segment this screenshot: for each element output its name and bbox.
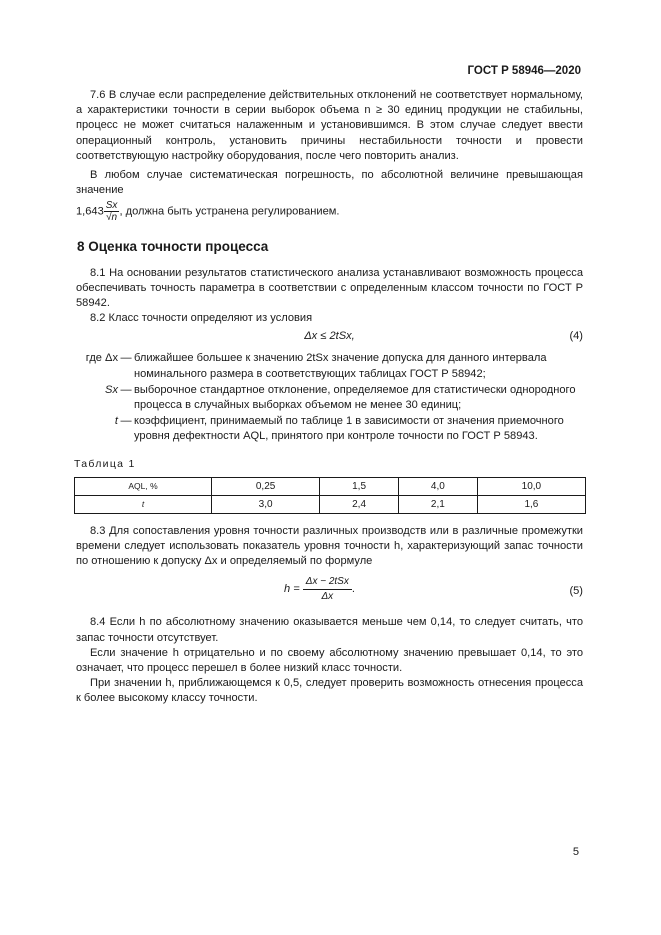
definition-text: ближайшее большее к значению 2tSx значение допуска для данного интервала номинального размера в соответствующих таблицах ГОСТ Р 58942; [134,352,547,380]
formula-4-number: (4) [569,330,583,343]
systematic-error-expression [76,200,583,223]
formula-5-number: (5) [569,585,583,598]
definition-delta-x [76,351,583,381]
table-cell: 4,0 [398,477,477,495]
table-cell: 10,0 [477,477,585,495]
table-cell: t [75,495,212,513]
table-cell: AQL, % [75,477,212,495]
definition-symbol: Sx [105,383,118,396]
definition-dash: — [120,352,132,365]
table-cell: 1,6 [477,495,585,513]
paragraph-8-2: 8.2 Класс точности определяют из условия [90,312,313,325]
document-header: ГОСТ Р 58946—2020 [467,65,581,77]
formula-4-expression: Δx ≤ 2tSx, [304,330,355,343]
table-cell: 1,5 [320,477,399,495]
table-row [75,477,586,495]
definition-dash: — [120,415,132,428]
formula-5-numerator: Δx − 2tSx [303,575,352,590]
definition-text: выборочное стандартное отклонение, определяемое для статистически однородного процесса в случайных выборках объемом не менее 30 единиц; [134,383,576,412]
coefficient: 1,643 [76,205,104,218]
definition-sx [76,383,583,413]
paragraph-8-4: 8.4 Если h по абсолютному значению оказывается меньше чем 0,14, то следует считать, что запас точности отсутствует. [76,616,583,644]
paragraph-7-6: 7.6 В случае если распределение действительных отклонений не соответствует нормальному, а характеристики точности в серии выборок объема n ≥ 30 единиц продукции не стабильны, процесс не может считаться налаженным и установившимся. В этом случае следует ввести операционный контроль, установить причины нестабильности точности и провести соответствующую настройку оборудования, после чего повторить анализ. [76,89,583,162]
formula-5-expression [284,575,355,604]
paragraph-8-1: 8.1 На основании результатов статистического анализа устанавливают возможность процесса обеспечивать точность параметра в соответствии с определенным классом точности по ГОСТ Р 58942. [76,266,583,310]
formula-5-denominator: Δx [321,591,334,603]
page-number: 5 [572,846,579,858]
definition-text: коэффициент, принимаемый по таблице 1 в зависимости от значения приемочного уровня дефектности AQL, принятого при контроле точности по ГОСТ Р 58943. [134,415,564,443]
formula-5-lhs: h = [284,583,300,596]
definition-t [76,414,583,444]
fraction-sx-sqrt-n [104,200,120,223]
definition-symbol: где Δx [85,352,118,365]
table-cell: 0,25 [212,477,320,495]
formula-5-fraction [303,575,352,604]
definition-symbol: t [114,415,118,428]
fraction-numerator: Sx [105,200,118,212]
formula-4 [76,329,583,349]
table-row [75,495,586,513]
formula-5 [76,575,583,609]
definition-dash: — [120,383,132,396]
paragraph-8-4-negative: Если значение h отрицательно и по своему абсолютному значению превышает 0,14, то это означает, что процесс перешел в более низкий класс точности. [76,646,583,675]
formula-5-dot: . [351,583,355,596]
table-cell: 2,4 [320,495,399,513]
fraction-denominator: √n [106,212,118,224]
table-cell: 3,0 [212,495,320,513]
definitions-list [76,351,583,444]
table-caption: Таблица 1 [74,457,136,470]
paragraph-8-3: 8.3 Для сопоставления уровня точности различных производств или в различные промежутки времени следует использовать показатель уровня точности h, характеризующий запас точности по отношению к допуску Δx и определяемый по формуле [76,524,583,568]
table-cell: 2,1 [398,495,477,513]
section-8-heading: 8 Оценка точности процесса [77,239,269,255]
paragraph-8-4-higher-class: При значении h, приближающемся к 0,5, следует проверить возможность отнесения процесса к более высокому классу точности. [76,677,583,705]
expression-tail: , должна быть устранена регулированием. [119,205,340,218]
paragraph-7-6-systematic-error: В любом случае систематическая погрешность, по абсолютной величине превышающая значение [76,169,583,197]
table-1 [74,477,586,514]
page-content [76,88,583,707]
